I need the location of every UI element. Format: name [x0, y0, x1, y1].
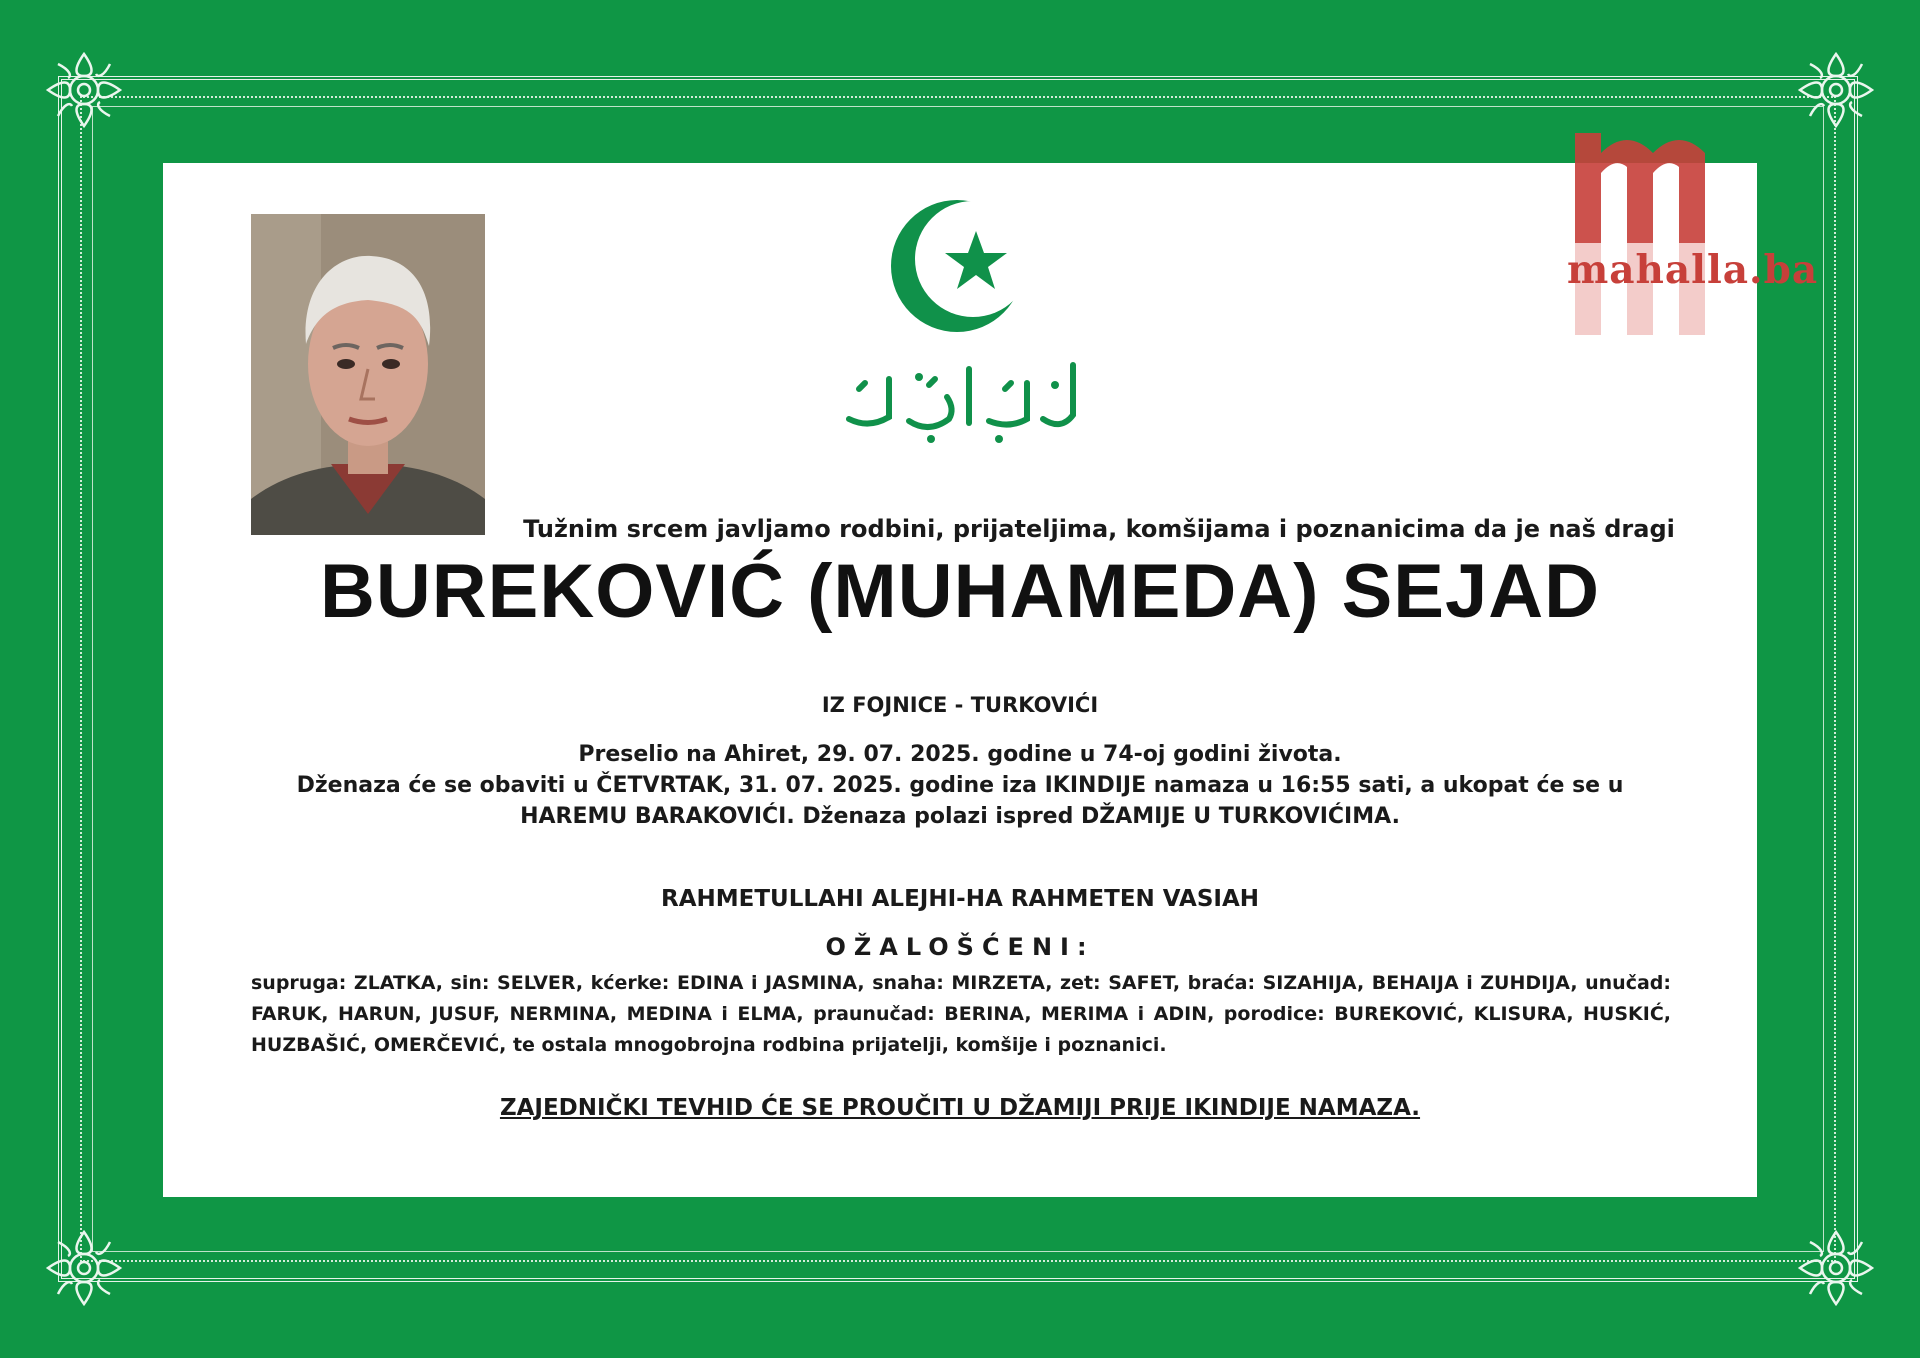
corner-ornament-icon: [42, 48, 126, 132]
burial-place-line: HAREMU BARAKOVIĆI. Dženaza polazi ispred DŽAMIJE U TURKOVIĆIMA.: [520, 804, 1400, 829]
tevhid-notice: ZAJEDNIČKI TEVHID ĆE SE PROUČITI U DŽAMIJI PRIJE IKINDIJE NAMAZA.: [499, 1095, 1421, 1121]
obituary-card: [163, 163, 1819, 1197]
mourners-heading: OŽALOŠĆENI:: [825, 933, 1095, 961]
corner-ornament-icon: [1794, 1226, 1878, 1310]
funeral-time-line: Dženaza će se obaviti u ČETVRTAK, 31. 07. 2025. godine iza IKINDIJE namaza u 16:55 sati, a ukopat će se u: [296, 773, 1624, 798]
mahalla-logo-text: mahalla.ba: [1567, 247, 1819, 293]
origin-text: IZ FOJNICE - TURKOVIĆI: [821, 693, 1099, 717]
intro-text: Tužnim srcem javljamo rodbini, prijateljima, komšijama i poznanicima da je naš dragi: [523, 515, 1675, 543]
deceased-name: BUREKOVIĆ (MUHAMEDA) SEJAD: [319, 549, 1601, 634]
funeral-details: [223, 739, 1697, 832]
dua-text: RAHMETULLAHI ALEJHI-HA RAHMETEN VASIAH: [660, 886, 1259, 912]
arabic-calligraphy-icon: [829, 349, 1089, 449]
corner-ornament-icon: [1794, 48, 1878, 132]
death-date-line: Preselio na Ahiret, 29. 07. 2025. godine u 74-oj godini života.: [578, 742, 1342, 767]
mourners-list: supruga: ZLATKA, sin: SELVER, kćerke: EDINA i JASMINA, snaha: MIRZETA, zet: SAFET, braća: SIZAHIJA, BEHAIJA i ZUHDIJA, unučad: FARUK, HARUN, JUSUF, NERMINA, MEDINA i ELMA, praunučad: BERINA, MERIMA i ADIN, porodice: BUREKOVIĆ, KLISURA, HUSKIĆ, HUZBAŠIĆ, OMERČEVIĆ, te ostala mnogobrojna rodbina prijatelji, komšije i poznanici.: [251, 972, 1671, 1056]
portrait-photo: [251, 214, 485, 535]
mahalla-logo-icon: [1565, 133, 1825, 343]
portrait-illustration: [251, 214, 485, 535]
crescent-star-icon: [891, 191, 1021, 341]
corner-ornament-icon: [42, 1226, 126, 1310]
